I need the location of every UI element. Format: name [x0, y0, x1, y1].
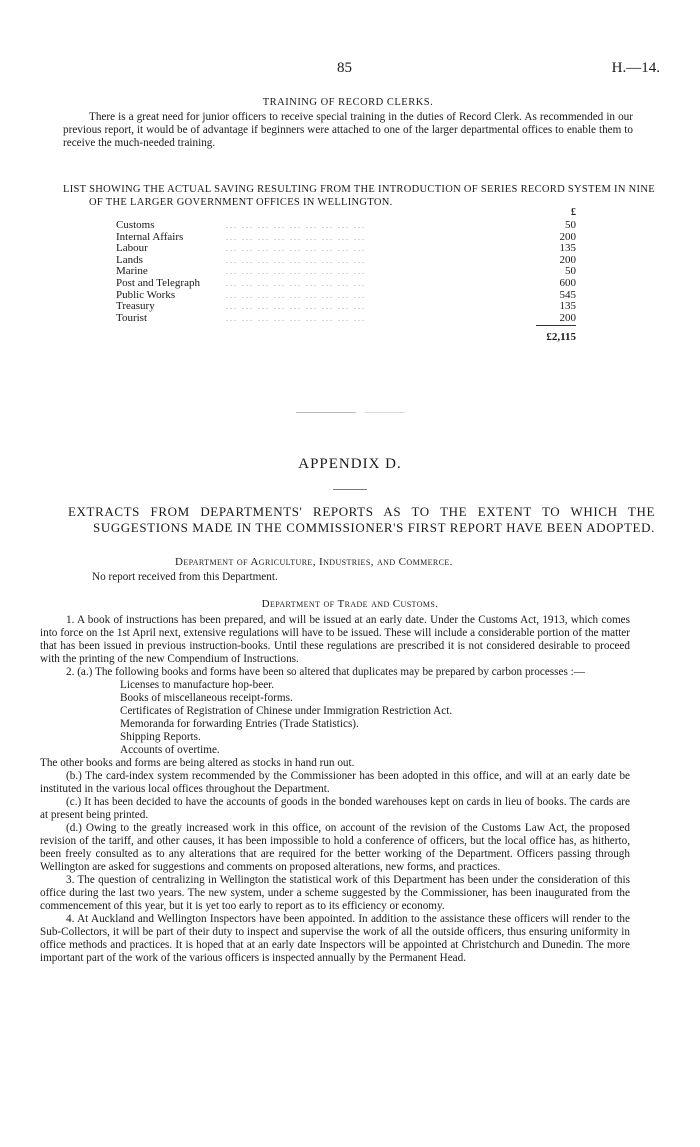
customs-paragraph-4: 4. At Auckland and Wellington Inspectors have been appointed. In addition to the assistance these officers will render to the Sub-Collectors, it will be part of their duty to inspect and supervise the work of all the outside officers, thus ensuring uniformity in office methods and practices. It is hoped that at an early date Inspectors will be appointed at Christchurch and Dunedin. The more important part of the work of the various officers is inspected annually by the Permanent Head. — [40, 913, 630, 964]
list-item: Accounts of overtime. — [120, 744, 220, 756]
customs-heading: Department of Trade and Customs. — [261, 598, 439, 610]
customs-paragraph-2a: 2. (a.) The following books and forms have been so altered that duplicates may be prepared by carbon processes :— — [66, 666, 585, 678]
leader-dots: ... ... ... ... ... ... ... ... ... — [226, 232, 366, 242]
list-item: Memoranda for forwarding Entries (Trade Statistics). — [120, 718, 359, 730]
leader-dots: ... ... ... ... ... ... ... ... ... — [226, 313, 366, 323]
list-item: Shipping Reports. — [120, 731, 201, 743]
saving-amount: 200 — [559, 311, 576, 324]
total-rule — [536, 325, 576, 326]
leader-dots: ... ... ... ... ... ... ... ... ... — [226, 278, 366, 288]
saving-amount: 545 — [559, 288, 576, 301]
table-row — [116, 290, 576, 302]
section-divider — [296, 412, 356, 413]
table-row — [116, 313, 576, 325]
section-divider-faint — [365, 412, 405, 413]
saving-amount: 200 — [559, 230, 576, 243]
saving-amount: 50 — [565, 265, 576, 278]
extracts-heading: EXTRACTS FROM DEPARTMENTS' REPORTS AS TO THE EXTENT TO WHICH THE SUGGESTIONS MADE IN THE COMMISSIONER'S FIRST REPORT HAVE BEEN ADOPTED. — [68, 504, 655, 535]
table-row — [116, 278, 576, 290]
saving-amount: 50 — [565, 219, 576, 231]
office-name: Post and Telegraph — [116, 276, 200, 289]
training-paragraph: There is a great need for junior officers to receive special training in the duties of Record Clerk. As recommended in our previous report, it would be of advantage if beginners were attached to one of the larger departmental offices to enable them to receive the much-needed training. — [63, 111, 633, 149]
customs-paragraph-1: 1. A book of instructions has been prepared, and will be issued at an early date. Under the Customs Act, 1913, which comes into force on the 1st April next, extensive regulations will have to be issued. These will include a considerable portion of the matter that has been issued in previous instruction-books. Until these regulations are prescribed it is not considered desirable to proceed with the printing of the new Compendium of Instructions. — [40, 614, 630, 665]
table-row — [116, 301, 576, 313]
training-heading: TRAINING OF RECORD CLERKS. — [262, 97, 434, 108]
saving-amount: 135 — [559, 242, 576, 255]
leader-dots: ... ... ... ... ... ... ... ... ... — [226, 302, 366, 312]
table-row — [116, 232, 576, 244]
customs-items-list — [40, 679, 630, 757]
saving-amount: 135 — [559, 300, 576, 313]
office-name: Tourist — [116, 311, 148, 324]
office-name: Treasury — [116, 300, 155, 313]
customs-paragraph-2d: (d.) Owing to the greatly increased work in this office, on account of the revision of the Customs Law Act, the proposed revision of the tariff, and other causes, it has been impossible to hold a conference of officers, but the local office has, as hitherto, been freely consulted as to any alterations that are required for the better working of the Department. Officers passing through Wellington are asked for suggestions and comments on proposed alterations, new forms, and practices. — [40, 822, 630, 873]
agriculture-text: No report received from this Department. — [92, 571, 278, 583]
page-number: 85 — [337, 60, 352, 76]
saving-rows — [116, 220, 576, 324]
currency-symbol: £ — [571, 207, 576, 218]
saving-list-heading: LIST SHOWING THE ACTUAL SAVING RESULTING FROM THE INTRODUCTION OF SERIES RECORD SYSTEM IN NINE OF THE LARGER GOVERNMENT OFFICES IN WELLINGTON. — [63, 184, 655, 208]
leader-dots: ... ... ... ... ... ... ... ... ... — [226, 255, 366, 265]
office-name: Lands — [116, 253, 143, 266]
office-name: Internal Affairs — [116, 230, 184, 243]
customs-paragraph-2b: (b.) The card-index system recommended by the Commissioner has been adopted in this office, and will at an early date be instituted in the various local offices throughout the Department. — [40, 770, 630, 795]
office-name: Marine — [116, 265, 148, 278]
appendix-rule — [333, 489, 367, 490]
leader-dots: ... ... ... ... ... ... ... ... ... — [226, 244, 366, 254]
office-name: Customs — [116, 219, 155, 231]
customs-paragraph-2c: (c.) It has been decided to have the accounts of goods in the bonded warehouses kept on cards in lieu of books. The cards are at present being printed. — [40, 796, 630, 821]
office-name: Public Works — [116, 288, 176, 301]
document-code: H.—14. — [611, 60, 660, 76]
customs-body — [40, 614, 630, 965]
table-row — [116, 220, 576, 232]
leader-dots: ... ... ... ... ... ... ... ... ... — [226, 290, 366, 300]
agriculture-heading: Department of Agriculture, Industries, and Commerce. — [175, 556, 453, 568]
table-row — [116, 255, 576, 267]
leader-dots: ... ... ... ... ... ... ... ... ... — [226, 267, 366, 277]
saving-amount: 600 — [559, 276, 576, 289]
saving-amount: 200 — [559, 253, 576, 266]
list-item: Certificates of Registration of Chinese under Immigration Restriction Act. — [120, 705, 453, 717]
page-header — [0, 60, 700, 80]
customs-paragraph-2a-after: The other books and forms are being altered as stocks in hand run out. — [40, 757, 355, 769]
saving-total: £2,115 — [546, 331, 576, 343]
table-row — [116, 243, 576, 255]
customs-paragraph-3: 3. The question of centralizing in Wellington the statistical work of this Department has been under the consideration of this office during the last two years. The new system, under a scheme suggested by the Commissioner, has been inaugurated from the commencement of this year, but it is yet too early to report as to its efficiency or economy. — [40, 874, 630, 912]
list-item: Books of miscellaneous receipt-forms. — [120, 692, 293, 704]
office-name: Labour — [116, 242, 148, 255]
appendix-title: APPENDIX D. — [298, 456, 402, 472]
list-item: Licenses to manufacture hop-beer. — [120, 679, 275, 691]
leader-dots: ... ... ... ... ... ... ... ... ... — [226, 221, 366, 230]
